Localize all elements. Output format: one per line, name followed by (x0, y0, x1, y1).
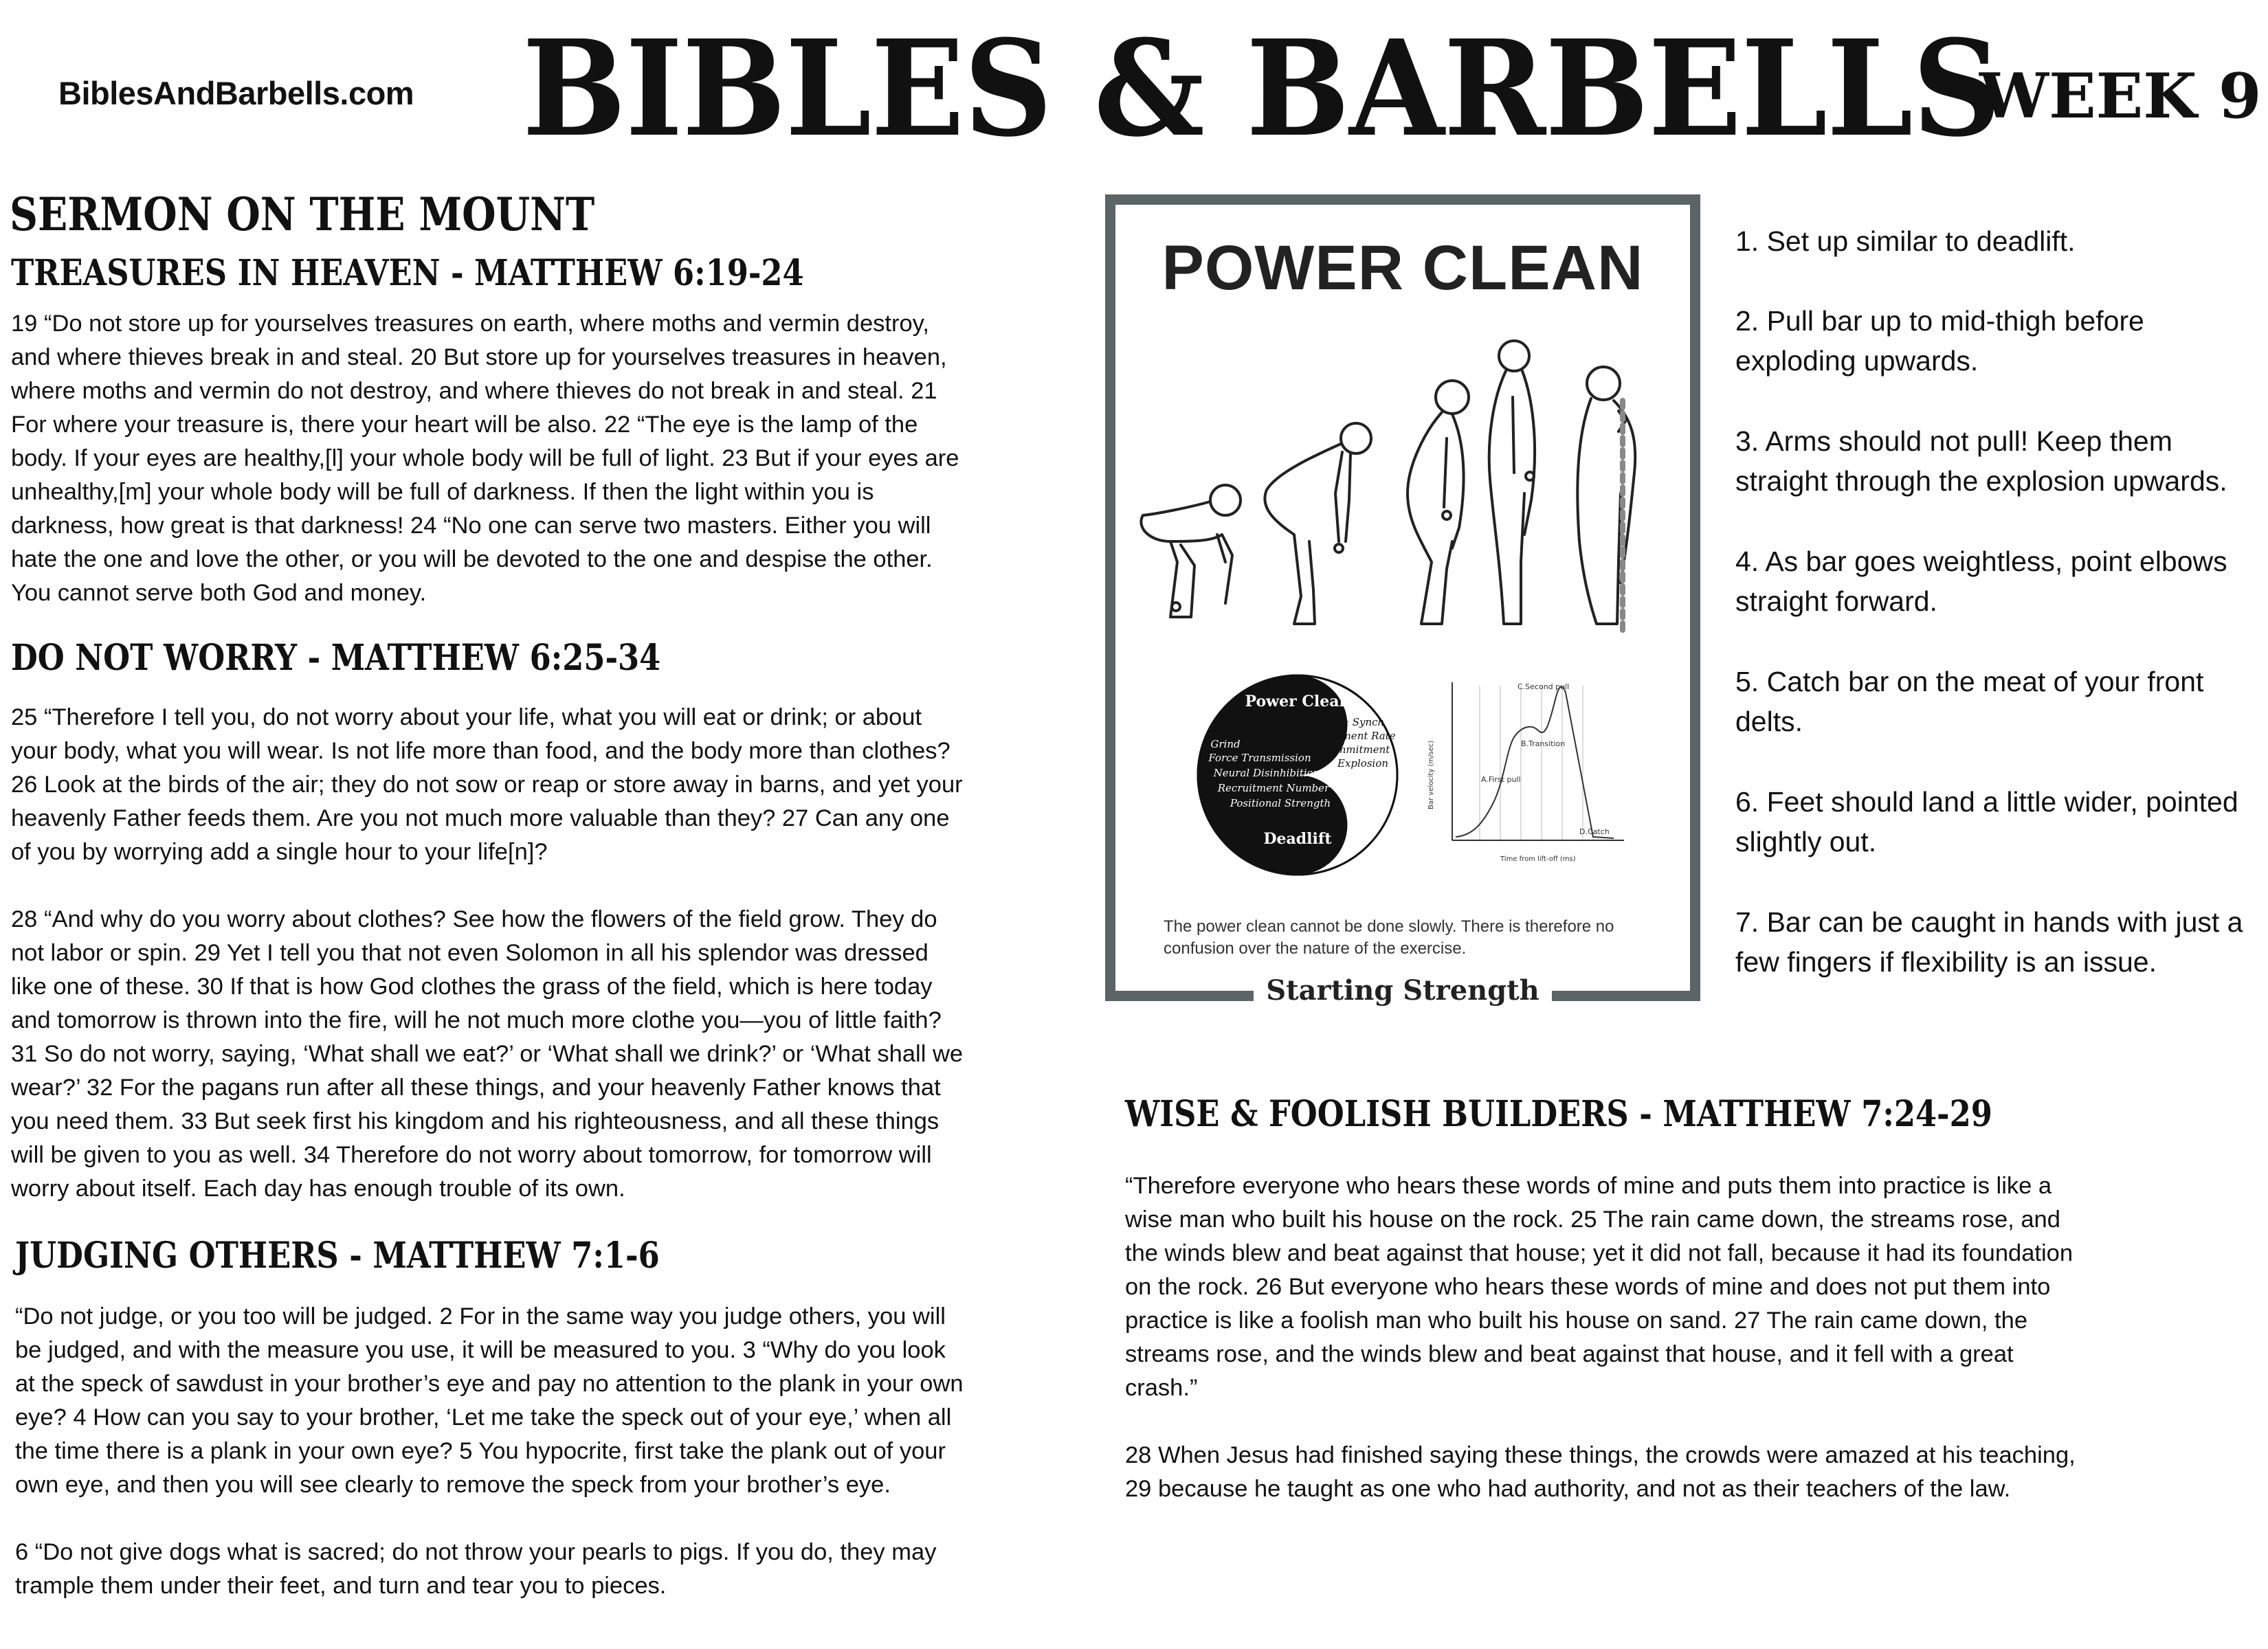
yin-top-title: Power Clean (1245, 693, 1350, 710)
week-label: WEEK 9 (1979, 60, 2262, 133)
step-item: 6. Feet should land a little wider, pointed slightly out. (1735, 786, 2238, 857)
section-text-worry: 25 “Therefore I tell you, do not worry about your life, what you will eat or drink; or about your body, what you will wear. Is not life more than food, and the body more than clothes? 26 Look at the birds of the air; they do not sow or reap or store away in barns, and yet your heavenly Father feeds them. Are you not much more valuable than they? 27 Can any one of you by worrying add a single hour to your life[n]? 28 “And why do you worry about clothes? See how the flowers of the field grow. They do not labor or spin. 29 Yet I tell you that not even Solomon in all his splendor was dressed like one of these. 30 If that is how God clothes the grass of the field, which is here today and tomorrow is thrown into the fire, will he not much more clothe you—you of little faith? 31 So do not worry, saying, ‘What shall we eat?’ or ‘What shall we drink?’ or ‘What shall we wear?’ 32 For the pagans run after all these things, and your heavenly Father knows that you need them. 33 But seek first his kingdom and his righteousness, and all these things will be given to you as well. 34 Therefore do not worry about tomorrow, for tomorrow will worry about itself. Each day has enough trouble of its own. (11, 704, 964, 1202)
yin-top-line: Timing & Synch (1300, 716, 1385, 728)
bar-velocity-graph (1418, 672, 1638, 871)
section-heading-treasures: TREASURES IN HEAVEN - MATTHEW 6:19-24 (11, 252, 804, 294)
step-item: 2. Pull bar up to mid-thigh before exploding upwards. (1735, 305, 2144, 377)
graph-label-catch: D.Catch (1579, 827, 1610, 836)
poster-brand (1115, 974, 1690, 1007)
figure-catch (1577, 367, 1635, 624)
graph-y-axis-label: Bar velocity (m/sec) (1427, 740, 1435, 809)
yin-yang-diagram (1194, 672, 1401, 878)
yin-bottom-line: Positional Strength (1230, 797, 1331, 809)
yin-top-line: Recruitment Rate (1302, 730, 1396, 742)
series-title: SERMON ON THE MOUNT (10, 188, 595, 241)
yin-bottom-line: Recruitment Number (1217, 782, 1330, 794)
poster-caption: The power clean cannot be done slowly. There is therefore no confusion over the nature of the exercise. (1164, 917, 1614, 958)
graph-label-second-pull: C.Second pull (1517, 682, 1570, 691)
figure-mid-thigh (1408, 381, 1469, 624)
figure-first-pull (1265, 423, 1371, 624)
section-heading-builders: WISE & FOOLISH BUILDERS - MATTHEW 7:24-29 (1125, 1093, 1992, 1135)
yin-top-line: Commitment (1322, 743, 1390, 756)
yin-bottom-title: Deadlift (1263, 830, 1332, 848)
page-title: BIBLES & BARBELLS (522, 12, 2001, 166)
graph-x-axis-label: Time from lift-off (ms) (1500, 855, 1576, 863)
poster-brand-text: Starting Strength (1254, 974, 1552, 1007)
step-item: 1. Set up similar to deadlift. (1735, 225, 2076, 257)
yin-bottom-line: Force Transmission (1208, 752, 1311, 764)
graph-label-first-pull: A.First pull (1481, 775, 1521, 784)
yin-bottom-line: Neural Disinhibition (1213, 767, 1320, 779)
section-text-builders: “Therefore everyone who hears these words of mine and puts them into practice is like a wise man who built his house on the rock. 25 The rain came down, the streams rose, and the winds blew and beat against that house; yet it did not fall, because it had its foundation on the rock. 26 But everyone who hears these words of mine and does not put them into practice is like a foolish man who built his house on sand. 27 The rain came down, the streams rose, and the winds blew and beat against that house, and it fell with a great crash.” 28 When Jesus had finished saying these things, the crowds were amazed at his teaching, 29 because he taught as one who had authority, and not as their teachers of the law. (1125, 1173, 2076, 1502)
figure-start-position (1141, 485, 1241, 617)
graph-label-transition: B.Transition (1521, 739, 1566, 748)
yin-bottom-line: Grind (1210, 738, 1241, 750)
section-heading-worry: DO NOT WORRY - MATTHEW 6:25-34 (11, 637, 661, 679)
site-url: BiblesAndBarbells.com (58, 75, 414, 111)
step-item: 3. Arms should not pull! Keep them straight through the explosion upwards. (1735, 425, 2227, 497)
figure-extension (1489, 341, 1535, 624)
yin-top-line: Explosion (1337, 757, 1389, 770)
section-text-judging: “Do not judge, or you too will be judged. 2 For in the same way you judge others, you will be judged, and with the measure you use, it will be measured to you. 3 “Why do you look at the speck of sawdust in your brother’s eye and pay no attention to the plank in your own eye? 4 How can you say to your brother, ‘Let me take the speck out of your eye,’ when all the time there is a plank in your own eye? 5 You hypocrite, first take the plank out of your own eye, and then you will see clearly to remove the speck from your brother’s eye. 6 “Do not give dogs what is sacred; do not throw your pearls to pigs. If you do, they may trample them under their feet, and turn and tear you to pieces. (15, 1303, 964, 1599)
step-item: 4. As bar goes weightless, point elbows straight forward. (1735, 546, 2227, 617)
poster-title: POWER CLEAN (1161, 233, 1644, 303)
section-heading-judging: JUDGING OTHERS - MATTHEW 7:1-6 (15, 1235, 660, 1277)
section-text-treasures: 19 “Do not store up for yourselves treasures on earth, where moths and vermin destroy, and where thieves break in and steal. 20 But store up for yourselves treasures in heaven, where moths and vermin do not destroy, and where thieves do not break in and steal. 21 For where your treasure is, there your heart will be also. 22 “The eye is the lamp of the body. If your eyes are healthy,[l] your whole body will be full of light. 23 But if your eyes are unhealthy,[m] your whole body will be full of darkness. If then the light within you is darkness, how great is that darkness! 24 “No one can serve two masters. Either you will hate the one and love the other, or you will be devoted to the one and despise the other. You cannot serve both God and money. (11, 311, 959, 606)
step-item: 7. Bar can be caught in hands with just a few fingers if flexibility is an issue. (1735, 906, 2243, 978)
power-clean-poster (1105, 194, 1700, 1007)
power-clean-figures (1129, 335, 1686, 638)
step-item: 5. Catch bar on the meat of your front delts. (1735, 666, 2204, 737)
